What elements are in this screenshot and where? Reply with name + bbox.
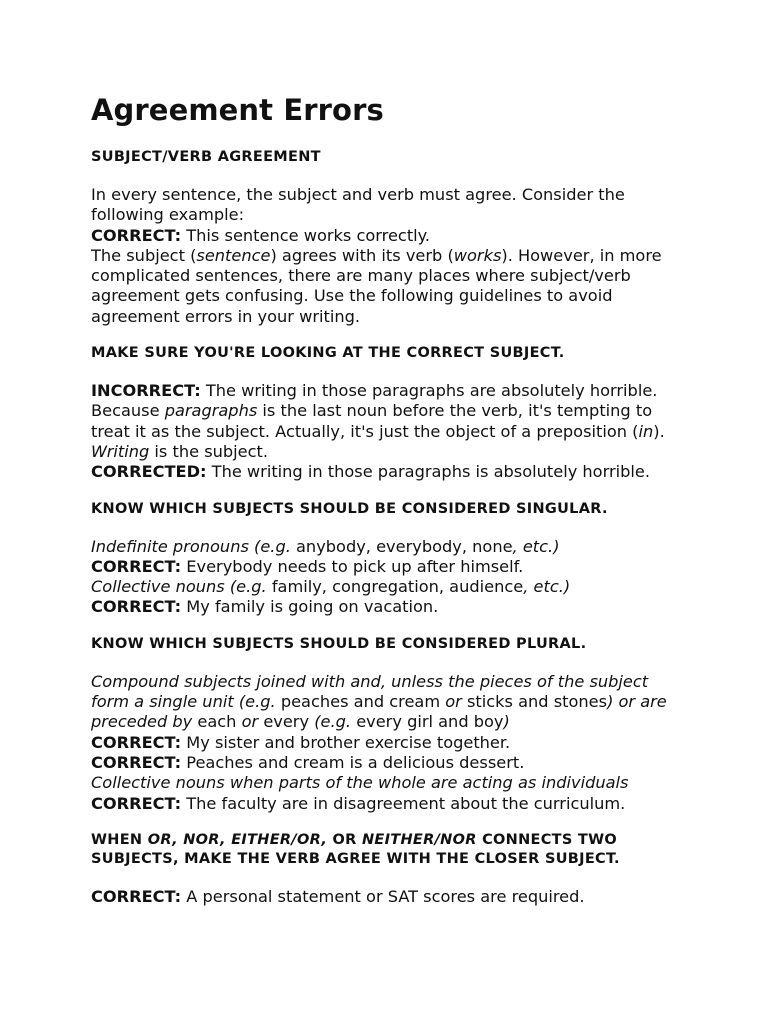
heading-italic-run: NEITHER/NOR <box>361 831 477 848</box>
rule-line <box>91 577 691 597</box>
heading-run: WHEN <box>91 831 148 848</box>
text-run: ). However, in more complicated sentences, there are many places where subject/verb agreement gets confusing. Use the following guidelines to avoid agreement errors in your writing. <box>91 245 662 326</box>
section-body-subject-verb <box>91 185 691 327</box>
heading-italic-run: OR, NOR, EITHER/OR, <box>147 831 328 848</box>
example-words: each <box>197 712 237 732</box>
section-heading-closer-subject <box>91 831 691 869</box>
explanation-paragraph <box>91 246 691 327</box>
heading-run: OR <box>327 831 362 848</box>
correct-label: CORRECT: <box>91 752 182 772</box>
rule-text: ) or are preceded by <box>91 692 667 732</box>
example-words: every <box>263 712 310 732</box>
section-body-closer-subject <box>91 887 691 907</box>
rule-text: or <box>440 692 467 712</box>
italic-term: paragraphs <box>164 401 258 421</box>
section-body-plural <box>91 672 691 814</box>
example-text: A personal statement or SAT scores are required. <box>181 886 585 906</box>
text-run: Because <box>91 401 165 421</box>
intro-paragraph: In every sentence, the subject and verb must agree. Consider the following example: <box>91 185 625 225</box>
example-line <box>91 753 691 773</box>
corrected-label: CORRECTED: <box>91 462 207 482</box>
text-run: The subject ( <box>91 245 197 265</box>
example-text: The writing in those paragraphs are absolutely horrible. <box>200 381 658 401</box>
example-text: My sister and brother exercise together. <box>181 732 511 752</box>
corrected-example <box>91 462 691 482</box>
explanation-paragraph <box>91 401 691 462</box>
example-words: anybody, everybody, none <box>296 536 513 556</box>
example-line <box>91 557 691 577</box>
incorrect-example <box>91 381 691 401</box>
italic-term: works <box>453 245 502 265</box>
example-line <box>91 597 691 617</box>
example-text: The writing in those paragraphs is absolutely horrible. <box>206 462 650 482</box>
example-line <box>91 226 691 246</box>
section-heading-subject-verb: SUBJECT/VERB AGREEMENT <box>91 149 321 165</box>
italic-term: sentence <box>196 245 271 265</box>
correct-label: CORRECT: <box>91 597 182 617</box>
example-words: every girl and boy <box>356 712 504 732</box>
italic-term: in <box>638 421 654 441</box>
example-line <box>91 733 691 753</box>
example-words: peaches and cream <box>280 692 441 712</box>
rule-text: Collective nouns when parts of the whole are acting as individuals <box>91 773 629 793</box>
correct-label: CORRECT: <box>91 886 182 906</box>
text-run: ). <box>653 421 665 441</box>
rule-text: , etc.) <box>523 577 571 597</box>
example-text: The faculty are in disagreement about the curriculum. <box>181 793 626 813</box>
correct-label: CORRECT: <box>91 732 182 752</box>
text-run: is the subject. <box>149 441 269 461</box>
section-heading-plural: KNOW WHICH SUBJECTS SHOULD BE CONSIDERED PLURAL. <box>91 635 587 652</box>
example-text: Peaches and cream is a delicious dessert. <box>181 752 525 772</box>
rule-text: ) <box>503 712 510 732</box>
example-text: This sentence works correctly. <box>181 225 431 245</box>
rule-line <box>91 672 691 733</box>
page-title: Agreement Errors <box>91 93 384 127</box>
section-body-correct-subject <box>91 381 691 482</box>
rule-text: Indefinite pronouns (e.g. <box>91 536 297 556</box>
rule-line <box>91 773 691 793</box>
rule-text: , etc.) <box>512 536 560 556</box>
example-line <box>91 794 691 814</box>
document-page <box>91 92 691 924</box>
section-heading-singular: KNOW WHICH SUBJECTS SHOULD BE CONSIDERED SINGULAR. <box>91 500 608 517</box>
section-body-singular <box>91 537 691 618</box>
example-line <box>91 887 691 907</box>
rule-text: Compound subjects joined with and, unless the pieces of the subject form a single unit (e.g. <box>91 671 649 712</box>
incorrect-label: INCORRECT: <box>91 381 201 401</box>
correct-label: CORRECT: <box>91 556 182 576</box>
rule-text: Collective nouns (e.g. <box>91 577 272 597</box>
italic-term: Writing <box>91 441 150 461</box>
text-run: ) agrees with its verb ( <box>270 245 454 265</box>
rule-text: or <box>236 712 264 732</box>
example-text: My family is going on vacation. <box>181 597 439 617</box>
example-words: family, congregation, audience <box>271 577 524 597</box>
section-heading-correct-subject: MAKE SURE YOU'RE LOOKING AT THE CORRECT SUBJECT. <box>91 345 565 362</box>
correct-label: CORRECT: <box>91 793 182 813</box>
correct-label: CORRECT: <box>91 225 182 245</box>
text-run: is the last noun before the verb, it's tempting to treat it as the subject. Actually, it's just the object of a preposition ( <box>91 401 653 441</box>
example-words: sticks and stones <box>466 692 608 712</box>
rule-line <box>91 537 691 557</box>
example-text: Everybody needs to pick up after himself. <box>181 556 524 576</box>
rule-text: (e.g. <box>309 712 357 732</box>
heading-run: CONNECTS TWO SUBJECTS, MAKE THE VERB AGREE WITH THE CLOSER SUBJECT. <box>91 831 620 867</box>
